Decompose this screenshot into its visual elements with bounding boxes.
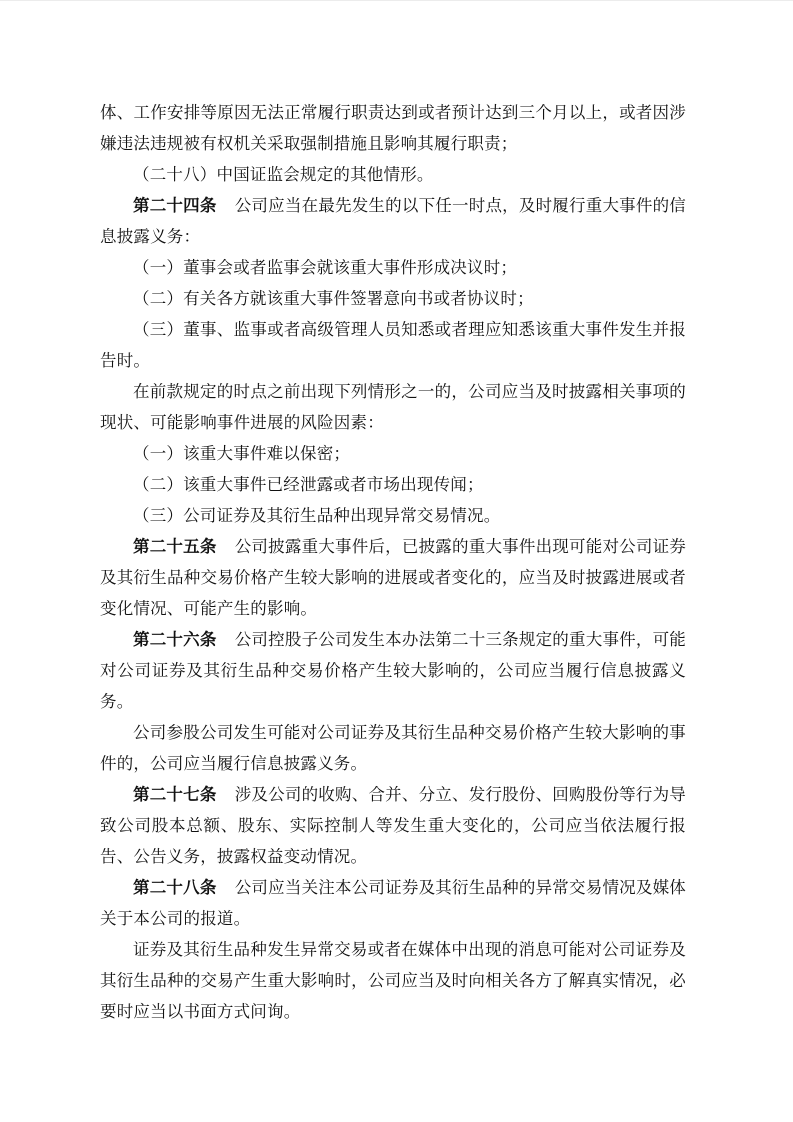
document-page (100, 97, 686, 1027)
paragraph-text: 证券及其衍生品种发生异常交易或者在媒体中出现的消息可能对公司证券及其衍生品种的交易产生重大影响时，公司应当及时向相关各方了解真实情况，必要时应当以书面方式问询。 (100, 940, 686, 1021)
article-26-para-2 (100, 717, 686, 779)
article-24-situation-1 (100, 438, 686, 469)
article-24-situation-3 (100, 500, 686, 531)
article-number: 第二十四条 (133, 196, 217, 215)
article-number: 第二十五条 (133, 537, 217, 556)
article-24 (100, 190, 686, 252)
paragraph-text: 体、工作安排等原因无法正常履行职责达到或者预计达到三个月以上，或者因涉嫌违法违规被有权机关采取强制措施且影响其履行职责； (100, 103, 686, 153)
paragraph-text: 在前款规定的时点之前出现下列情形之一的，公司应当及时披露相关事项的现状、可能影响事件进展的风险因素： (100, 382, 686, 432)
paragraph-continuation (100, 97, 686, 159)
article-number: 第二十八条 (133, 878, 217, 897)
paragraph-text: （二）该重大事件已经泄露或者市场出现传闻； (133, 475, 484, 494)
article-28 (100, 872, 686, 934)
paragraph-text: 公司控股子公司发生本办法第二十三条规定的重大事件，可能对公司证券及其衍生品种交易价格产生较大影响的，公司应当履行信息披露义务。 (100, 630, 686, 711)
paragraph-text: 公司披露重大事件后，已披露的重大事件出现可能对公司证券及其衍生品种交易价格产生较大影响的进展或者变化的，应当及时披露进展或者变化情况、可能产生的影响。 (100, 537, 686, 618)
paragraph-text: （三）公司证券及其衍生品种出现异常交易情况。 (133, 506, 501, 525)
paragraph-text: 公司应当关注本公司证券及其衍生品种的异常交易情况及媒体关于本公司的报道。 (100, 878, 686, 928)
page-top-edge (0, 0, 793, 1)
article-24-para-2 (100, 376, 686, 438)
paragraph-text: （二）有关各方就该重大事件签署意向书或者协议时； (133, 289, 534, 308)
paragraph-text: 涉及公司的收购、合并、分立、发行股份、回购股份等行为导致公司股本总额、股东、实际控制人等发生重大变化的，公司应当依法履行报告、公告义务，披露权益变动情况。 (100, 785, 686, 866)
item-twenty-eight (100, 159, 686, 190)
article-24-item-3 (100, 314, 686, 376)
paragraph-text: 公司参股公司发生可能对公司证券及其衍生品种交易价格产生较大影响的事件的，公司应当履行信息披露义务。 (100, 723, 686, 773)
article-number: 第二十六条 (133, 630, 217, 649)
paragraph-text: （二十八）中国证监会规定的其他情形。 (133, 165, 434, 184)
article-number: 第二十七条 (133, 785, 217, 804)
article-28-para-2 (100, 934, 686, 1027)
article-24-situation-2 (100, 469, 686, 500)
article-24-item-2 (100, 283, 686, 314)
article-27 (100, 779, 686, 872)
paragraph-text: （一）董事会或者监事会就该重大事件形成决议时； (133, 258, 518, 277)
paragraph-text: （一）该重大事件难以保密； (133, 444, 351, 463)
article-26 (100, 624, 686, 717)
paragraph-text: 公司应当在最先发生的以下任一时点，及时履行重大事件的信息披露义务： (100, 196, 686, 246)
article-24-item-1 (100, 252, 686, 283)
paragraph-text: （三）董事、监事或者高级管理人员知悉或者理应知悉该重大事件发生并报告时。 (100, 320, 686, 370)
article-25 (100, 531, 686, 624)
